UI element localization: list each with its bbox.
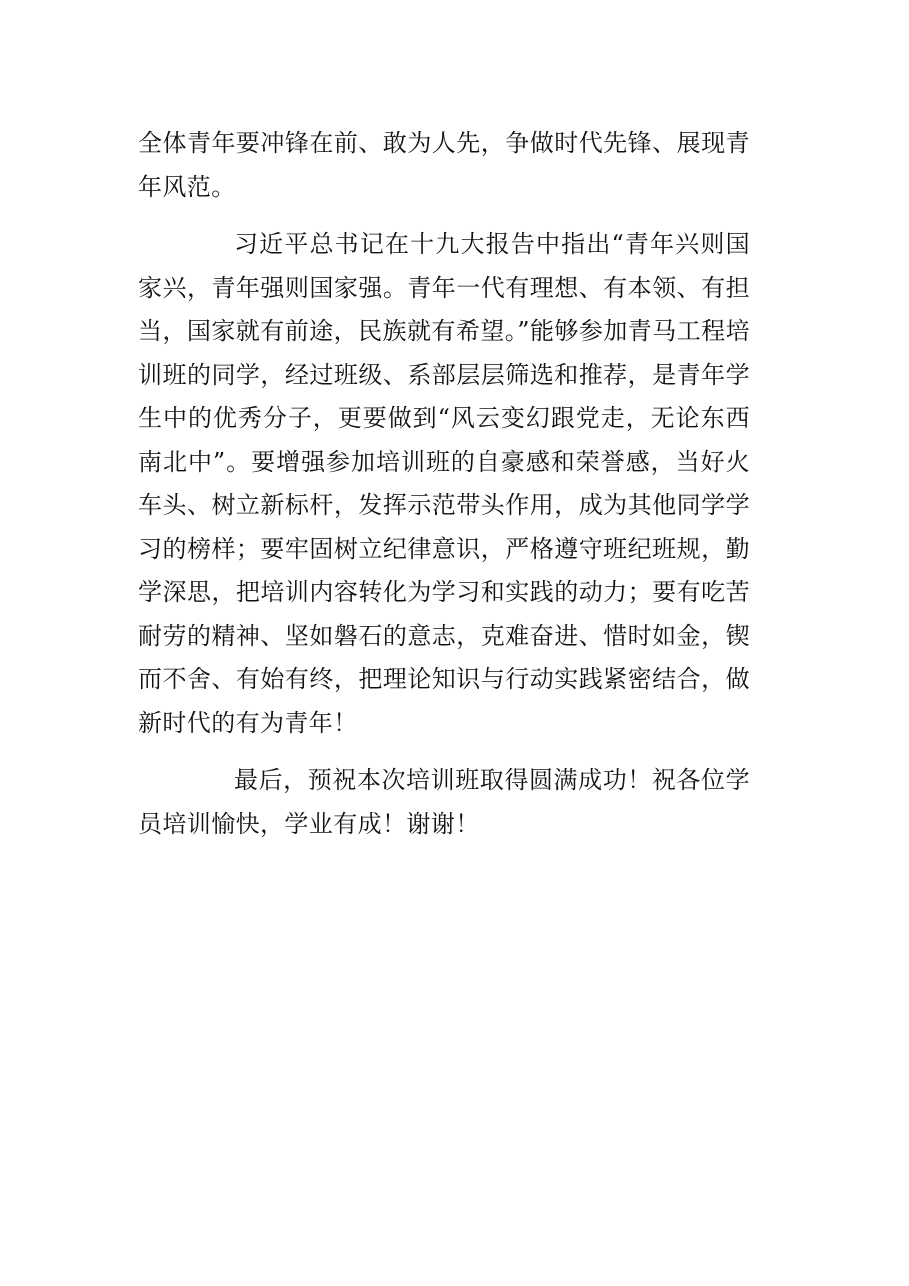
paragraph-closing-of-previous: 全体青年要冲锋在前、敢为人先，争做时代先锋、展现青年风范。 <box>138 129 750 201</box>
paragraph-final-wishes: 最后，预祝本次培训班取得圆满成功！祝各位学员培训愉快，学业有成！谢谢！ <box>138 766 750 838</box>
document-body <box>138 122 750 846</box>
paragraph-xi-quote: 习近平总书记在十九大报告中指出“青年兴则国家兴，青年强则国家强。青年一代有理想、有本领、有担当，国家就有前途，民族就有希望。”能够参加青马工程培训班的同学，经过班级、系部层层筛选和推荐，是青年学生中的优秀分子，更要做到“风云变幻跟党走，无论东西南北中”。要增强参加培训班的自豪感和荣誉感，当好火车头、树立新标杆，发挥示范带头作用，成为其他同学学习的榜样；要牢固树立纪律意识，严格遵守班纪班规，勤学深思，把培训内容转化为学习和实践的动力；要有吃苦耐劳的精神、坚如磐石的意志，克难奋进、惜时如金，锲而不舍、有始有终，把理论知识与行动实践紧密结合，做新时代的有为青年！ <box>138 230 750 737</box>
